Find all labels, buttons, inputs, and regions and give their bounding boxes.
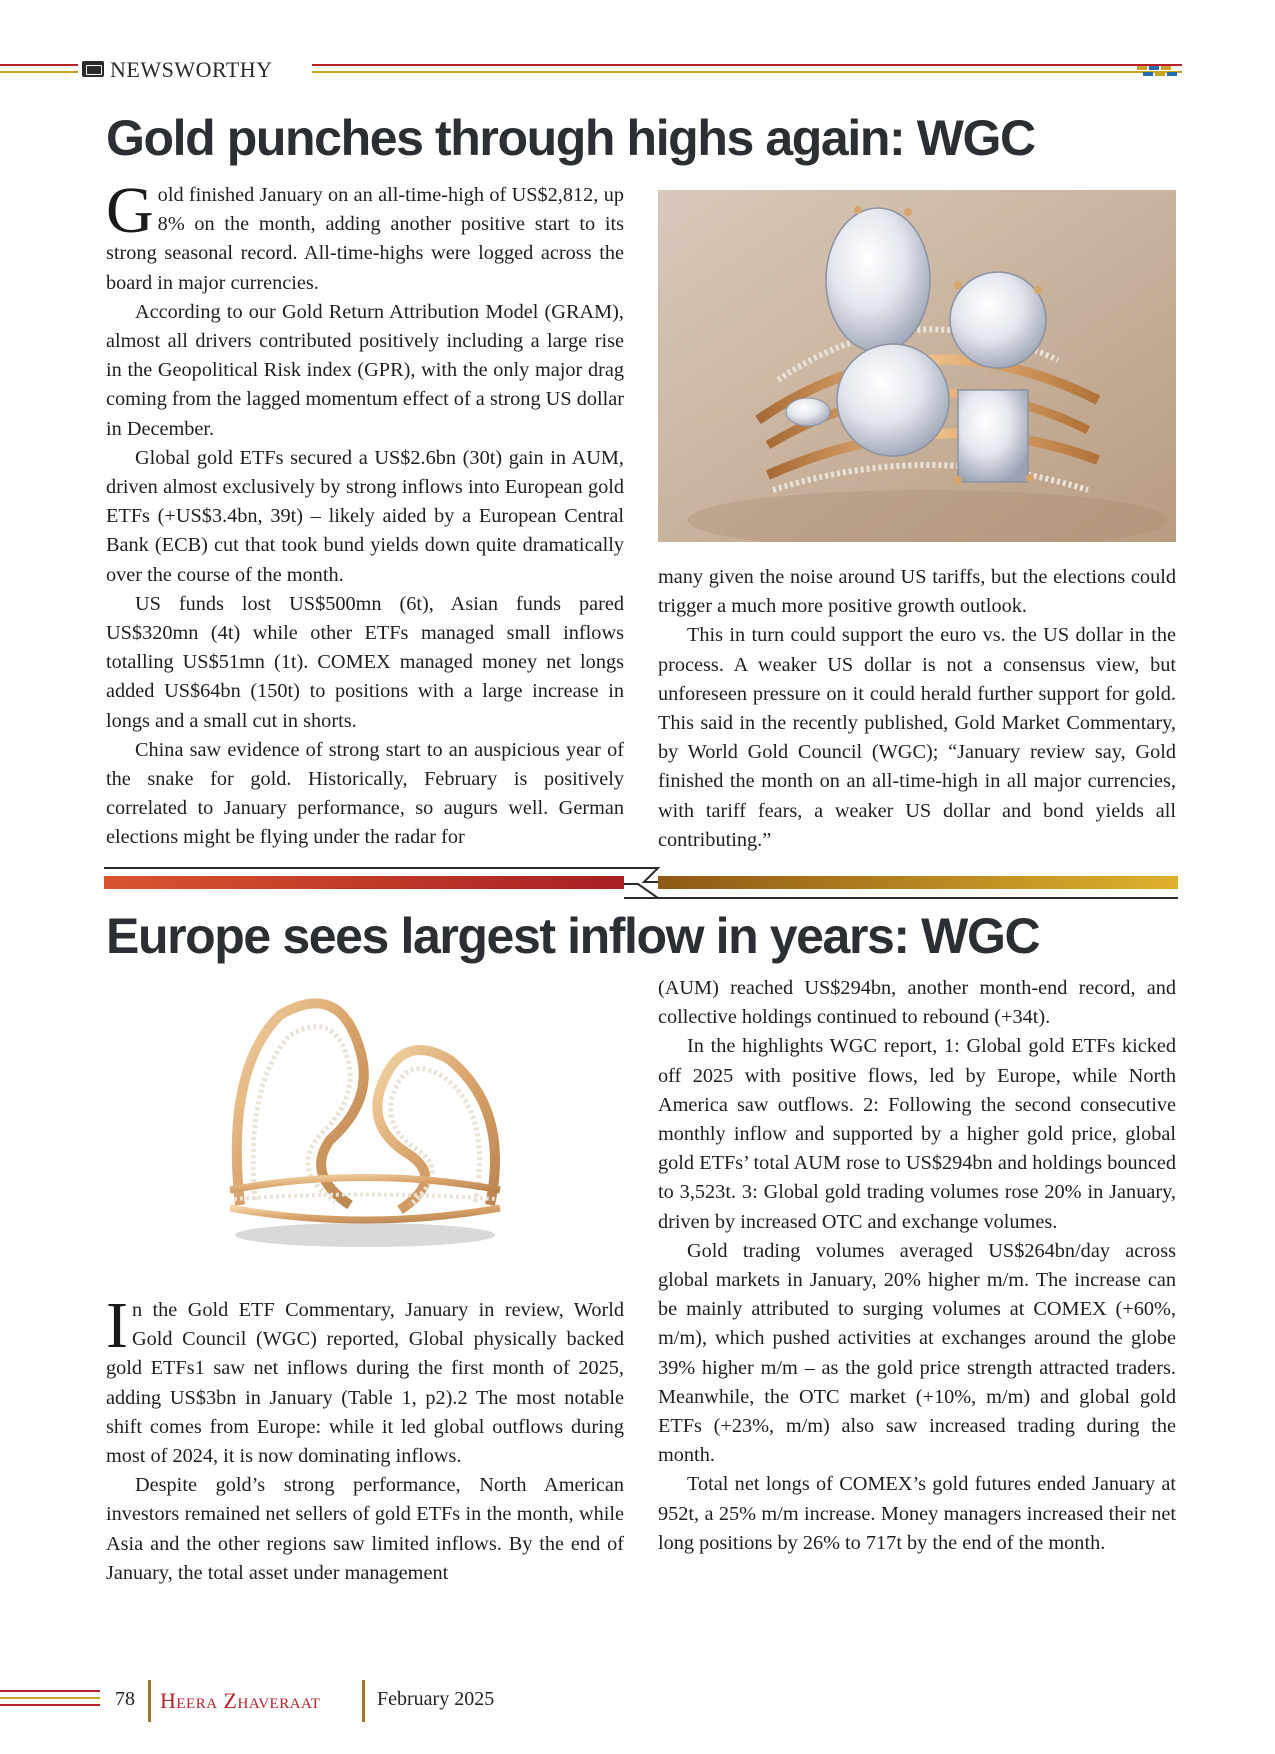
header-rule-red-right: [312, 64, 1182, 66]
article2-right-para-1: (AUM) reached US$294bn, another month-end record, and collective holdings continued to rebound (+34t).: [658, 977, 1176, 1029]
header-rule-gold-right: [312, 71, 1182, 73]
dropcap: G: [106, 174, 154, 247]
article2-right-column: [658, 974, 1176, 1558]
diamond-ring-stack-image: [658, 190, 1176, 542]
article2-right-para-3: Gold trading volumes averaged US$264bn/day across global markets in January, 20% higher m/m. The increase can be mainly attributed to surging volumes at COMEX (+60%, m/m), which pushed activities at exchanges around the globe 39% higher m/m – as the gold price strength attracted traders. Meanwhile, the OTC market (+10%, m/m) and global gold ETFs (+23%, m/m) also saw increased trading during the month.: [658, 1239, 1176, 1467]
article1-para-1: Gold finished January on an all-time-high of US$2,812, up 8% on the month, adding another positive start to its strong seasonal record. All-time-highs were logged across the board in major currencies.: [106, 174, 624, 294]
article2-para-2: Despite gold’s strong performance, North American investors remained net sellers of gold ETFs in the month, while Asia and the other regions saw limited inflows. By the end of January, the total asset under management: [106, 1474, 624, 1584]
article2-headline: Europe sees largest inflow in years: WGC: [106, 908, 1040, 964]
gold-swirl-ring-image: [210, 990, 520, 1252]
article2-right-para-4: Total net longs of COMEX’s gold futures ended January at 952t, a 25% m/m increase. Money managers increased their net long positions by 26% to 717t by the end of the month.: [658, 1473, 1176, 1554]
footer-rules: [0, 1690, 100, 1706]
article1-para-4: US funds lost US$500mn (6t), Asian funds pared US$320mn (4t) while other ETFs managed small inflows totalling US$51mn (1t). COMEX managed money net longs added US$64bn (150t) to positions with a large increase in longs and a small cut in shorts.: [106, 592, 624, 732]
article2-left-column: [106, 1289, 624, 1588]
footer-separator: [362, 1680, 365, 1722]
header-rule-gold-left: [0, 71, 78, 73]
article1-right-para-1: many given the noise around US tariffs, but the elections could trigger a much more positive growth outlook.: [658, 566, 1176, 618]
header-flag-icon: [1137, 66, 1177, 76]
article1-para-3: Global gold ETFs secured a US$2.6bn (30t) gain in AUM, driven almost exclusively by strong inflows into European gold ETFs (+US$3.4bn, 39t) – likely aided by a European Central Bank (ECB) cut that took bund yields down quite dramatically over the course of the month.: [106, 446, 624, 586]
article2-para-1: In the Gold ETF Commentary, January in review, World Gold Council (WGC) reported, Global physically backed gold ETFs1 saw net inflows during the first month of 2025, adding US$3bn in January (Table 1, p2).2 The most notable shift comes from Europe: while it led global outflows during most of 2024, it is now dominating inflows.: [106, 1289, 624, 1468]
article1-right-para-2: This in turn could support the euro vs. the US dollar in the process. A weaker US dollar is not a consensus view, but unforeseen pressure on it could herald further support for gold. This said in the recently published, Gold Market Commentary, by World Gold Council (WGC); “January review say, Gold finished the month on an all-time-high in all major currencies, with tariff fears, a weaker US dollar and bond yields all contributing.”: [658, 624, 1176, 851]
page-number: 78: [115, 1688, 135, 1710]
issue-date: February 2025: [377, 1688, 495, 1710]
article-divider: [104, 866, 1178, 906]
section-label: NEWSWORTHY: [110, 57, 273, 82]
footer-separator: [148, 1680, 151, 1722]
article2-right-para-2: In the highlights WGC report, 1: Global gold ETFs kicked off 2025 with positive flows, led by Europe, while North America saw outflows. 2: Following the second consecutive monthly inflow and supported by a higher gold price, global gold ETFs’ total AUM rose to US$294bn and holdings bounced to 3,523t. 3: Global gold trading volumes rose 20% in January, driven by increased OTC and exchange volumes.: [658, 1035, 1176, 1233]
article1-para-5: China saw evidence of strong start to an auspicious year of the snake for gold. Historically, February is positively correlated to January performance, so augurs well. German elections might be flying under the radar for: [106, 738, 624, 849]
article1-para-2: According to our Gold Return Attribution Model (GRAM), almost all drivers contributed positively including a large rise in the Geopolitical Risk index (GPR), with the only major drag coming from the lagged momentum effect of a strong US dollar in December.: [106, 300, 624, 440]
article1-headline: Gold punches through highs again: WGC: [106, 110, 1035, 166]
magazine-name: Heera Zhaveraat: [160, 1688, 321, 1713]
article1-right-column: [658, 563, 1176, 855]
camera-icon: [82, 61, 104, 77]
dropcap: I: [106, 1289, 128, 1362]
header-rule-red-left: [0, 64, 78, 66]
article1-left-column: [106, 174, 624, 853]
